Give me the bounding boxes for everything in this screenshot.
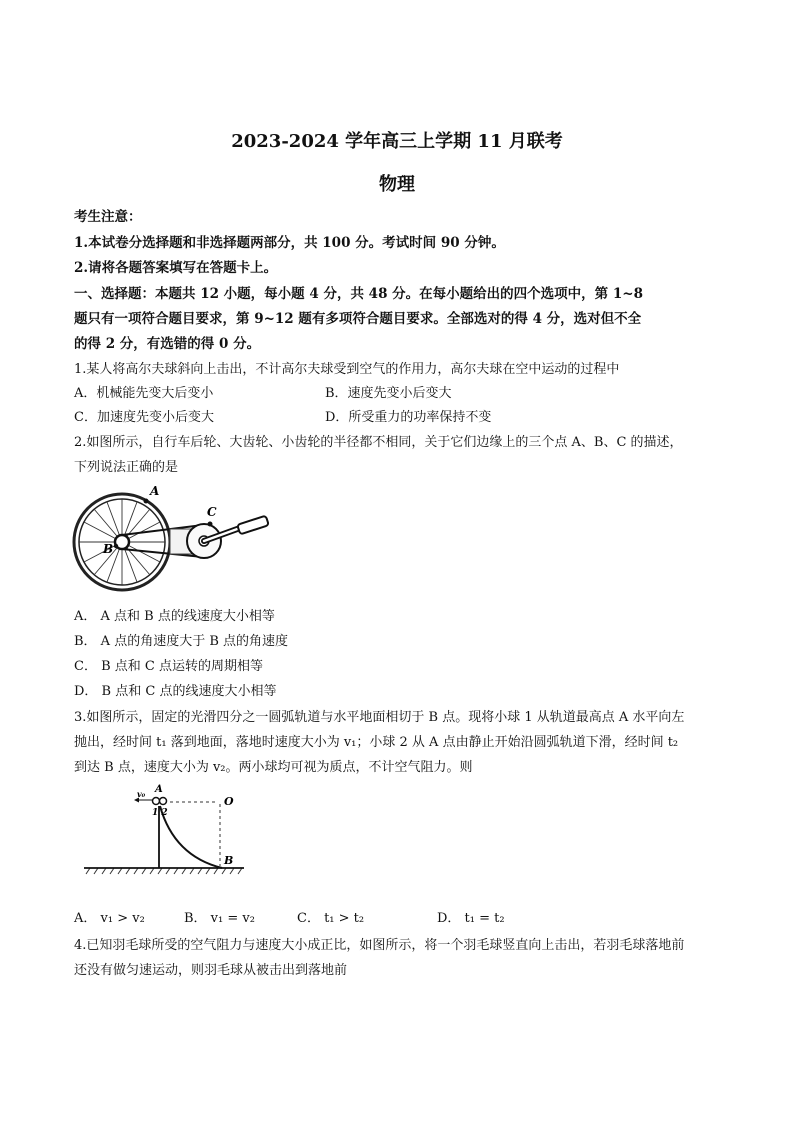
label-b: B xyxy=(224,854,234,867)
label-a: A xyxy=(155,784,163,795)
exam-subject: 物理 xyxy=(379,174,415,195)
ball-1 xyxy=(153,798,160,805)
q2-option-a: A． A 点和 B 点的线速度大小相等 xyxy=(74,609,275,624)
q3-option-a: A． v₁ > v₂ xyxy=(74,911,145,926)
label-a: A xyxy=(150,484,160,498)
section1-instructions-line1: 一、选择题：本题共 12 小题，每小题 4 分，共 48 分。在每小题给出的四个选项中，第 1~8 xyxy=(74,286,643,302)
label-v0: v₀ xyxy=(137,789,146,799)
section1-instructions-line3: 的得 2 分，有选错的得 0 分。 xyxy=(74,336,261,352)
label-c: C xyxy=(207,505,217,519)
q2-option-c: C． B 点和 C 点运转的周期相等 xyxy=(74,659,263,674)
q2-stem-line2: 下列说法正确的是 xyxy=(74,460,179,475)
point-b-marker xyxy=(114,544,118,548)
q2-stem-line1: 2.如图所示，自行车后轮、大齿轮、小齿轮的半径都不相同，关于它们边缘上的三个点 A、B、C 的描述， xyxy=(74,435,683,450)
q1-stem: 1.某人将高尔夫球斜向上击出，不计高尔夫球受到空气的作用力，高尔夫球在空中运动的过程中 xyxy=(74,362,620,377)
exam-title: 2023-2024 学年高三上学期 11 月联考 xyxy=(231,131,563,152)
ground-hatching xyxy=(86,868,242,874)
bicycle-gear-figure xyxy=(70,478,280,603)
q2-option-b: B． A 点的角速度大于 B 点的角速度 xyxy=(74,634,289,649)
section1-instructions-line2: 题只有一项符合题目要求，第 9~12 题有多项符合题目要求。全部选对的得 4 分，选对但不全 xyxy=(74,311,642,327)
notice-item-2: 2.请将各题答案填写在答题卡上。 xyxy=(74,260,278,276)
q3-option-d: D． t₁ = t₂ xyxy=(437,911,505,926)
arc-track xyxy=(160,806,222,868)
pedal xyxy=(237,516,269,535)
label-b: B xyxy=(103,542,114,556)
q3-stem-line2: 抛出，经时间 t₁ 落到地面，落地时速度大小为 v₁；小球 2 从 A 点由静止开始沿圆弧轨道下滑，经时间 t₂ xyxy=(74,735,679,750)
q3-stem-line3: 到达 B 点，速度大小为 v₂。两小球均可视为质点，不计空气阻力。则 xyxy=(74,760,473,775)
label-balls: 1 2 xyxy=(152,808,168,818)
q1-option-b: B．速度先变小后变大 xyxy=(325,386,452,401)
notice-item-1: 1.本试卷分选择题和非选择题两部分，共 100 分。考试时间 90 分钟。 xyxy=(74,235,505,251)
q1-option-d: D．所受重力的功率保持不变 xyxy=(325,410,492,425)
notice-heading: 考生注意： xyxy=(74,209,142,225)
q3-option-c: C． t₁ > t₂ xyxy=(297,911,365,926)
point-c-marker xyxy=(208,522,213,527)
point-a-marker xyxy=(144,499,149,504)
q1-option-c: C．加速度先变小后变大 xyxy=(74,410,214,425)
q4-stem-line2: 还没有做匀速运动，则羽毛球从被击出到落地前 xyxy=(74,963,348,978)
q3-option-b: B． v₁ = v₂ xyxy=(184,911,255,926)
label-o: O xyxy=(224,795,234,808)
q4-stem-line1: 4.已知羽毛球所受的空气阻力与速度大小成正比，如图所示，将一个羽毛球竖直向上击出，若羽毛球落地前 xyxy=(74,938,685,953)
arc-track-figure xyxy=(82,782,247,877)
q3-stem-line1: 3.如图所示，固定的光滑四分之一圆弧轨道与水平地面相切于 B 点。现将小球 1 从轨道最高点 A 水平向左 xyxy=(74,710,685,725)
q2-option-d: D． B 点和 C 点的线速度大小相等 xyxy=(74,684,277,699)
ball-2 xyxy=(160,798,167,805)
q1-option-a: A．机械能先变大后变小 xyxy=(74,386,214,401)
